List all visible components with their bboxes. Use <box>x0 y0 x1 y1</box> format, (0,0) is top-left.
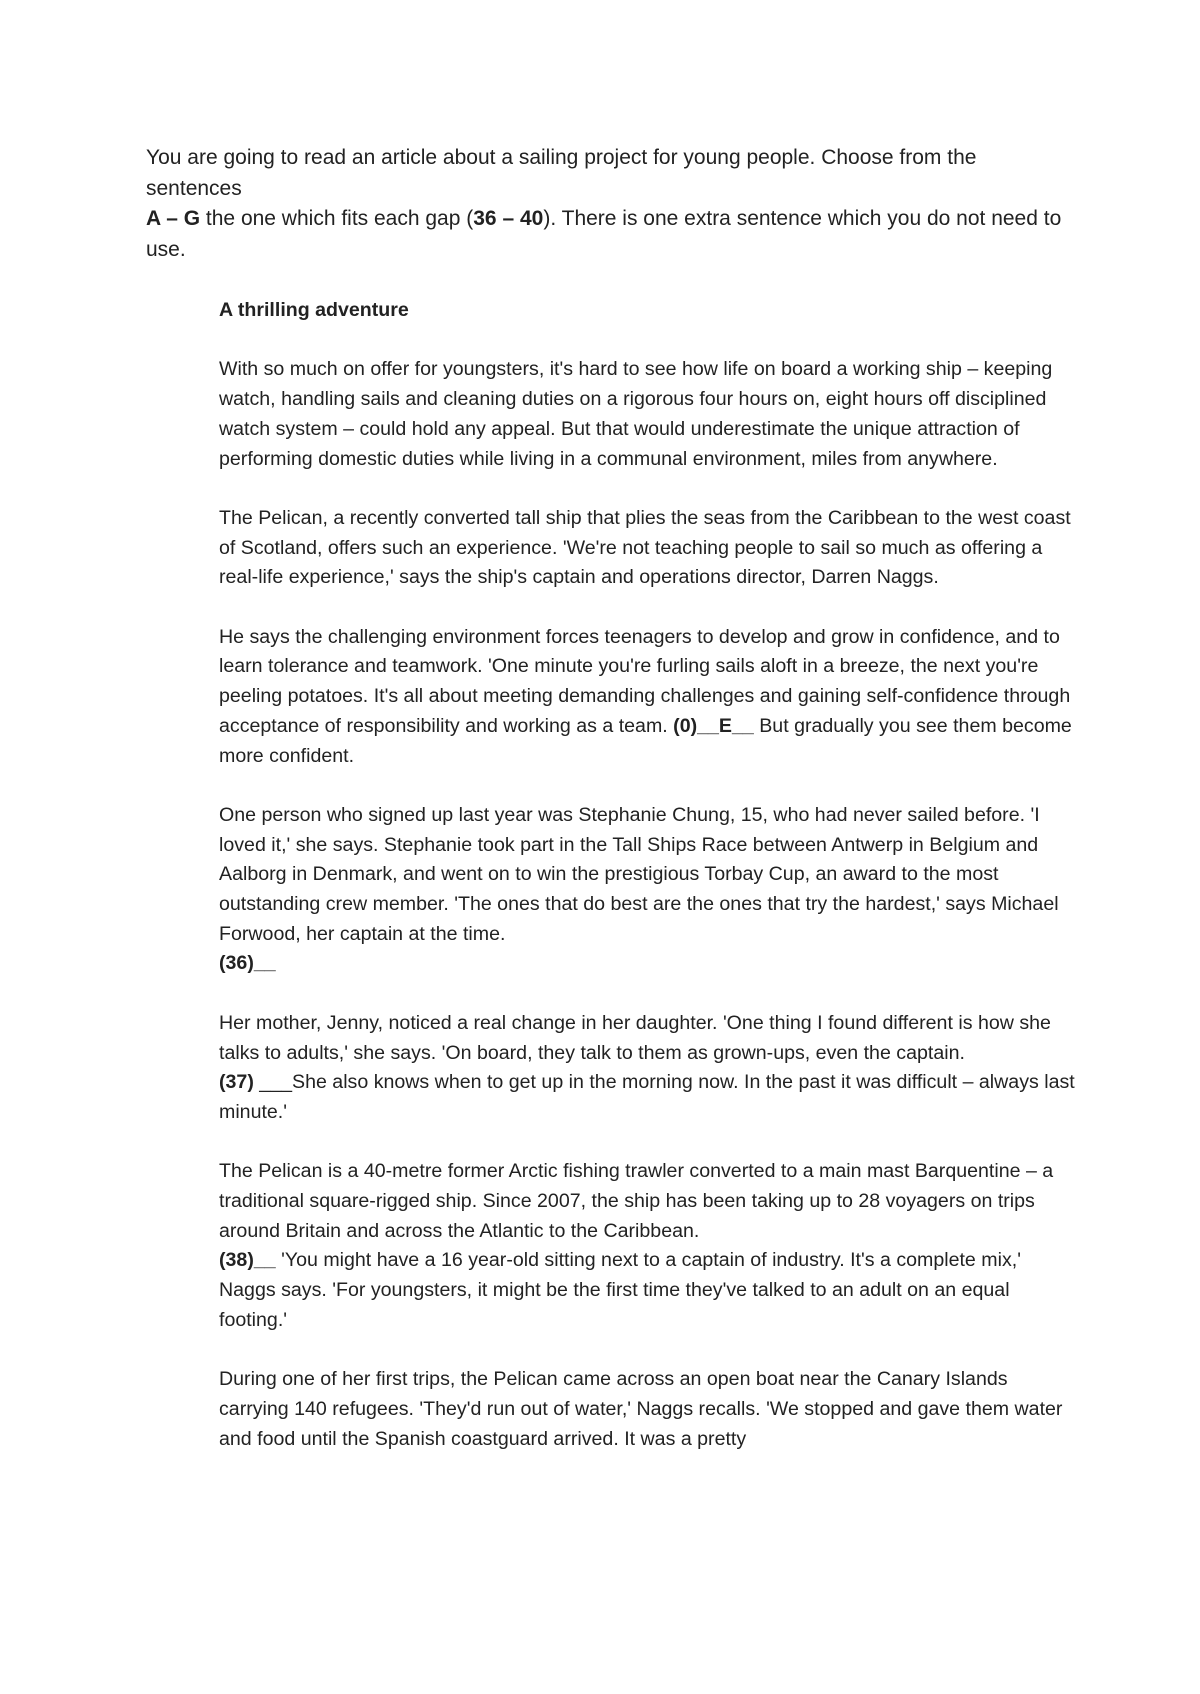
paragraph-3-after: But gradually you see them become more confident. <box>219 714 1072 767</box>
paragraph-5: Her mother, Jenny, noticed a real change in her daughter. 'One thing I found different is how she talks to adults,' she says. 'On board, they talk to them as grown-ups, even the captain. <box>219 1011 1051 1064</box>
paragraph-4 <box>219 801 1079 979</box>
article <box>219 296 1079 1484</box>
gap-36: (36)__ <box>219 952 276 975</box>
paragraph-7-after: 'You might have a 16 year-old sitting next to a captain of industry. It's a complete mix,' Naggs says. 'For youngsters, it might be the first time they've talked to an adult on an equal footing.' <box>219 1249 1021 1331</box>
paragraph-2: The Pelican, a recently converted tall ship that plies the seas from the Caribbean to the west coast of Scotland, offers such an experience. 'We're not teaching people to sail so much as offering a real-life experience,' says the ship's captain and operations director, Darren Naggs. <box>219 506 1071 589</box>
sentence-range: A – G <box>146 207 201 230</box>
task-instructions <box>146 143 1066 265</box>
instructions-mid: the one which fits each gap ( <box>200 207 474 230</box>
paragraph-3-text: He says the challenging environment forces teenagers to develop and grow in confidence, and to learn tolerance and teamwork. 'One minute you're furling sails aloft in a breeze, the next you're peeling potatoes. It's all about meeting demanding challenges and gaining self-confidence through acceptance of responsibility and working as a team. <box>219 625 1071 737</box>
paragraph-7 <box>219 1157 1079 1335</box>
gap-38: (38)__ <box>219 1249 276 1272</box>
paragraph-3 <box>219 623 1079 772</box>
gap-range: 36 – 40 <box>473 207 544 230</box>
article-title: A thrilling adventure <box>219 299 409 321</box>
paragraph-8: During one of her first trips, the Pelican came across an open boat near the Canary Islands carrying 140 refugees. 'They'd run out of water,' Naggs recalls. 'We stopped and gave them water and food until the Spanish coastguard arrived. It was a pretty <box>219 1368 1063 1450</box>
instructions-line1: You are going to read an article about a sailing project for young people. Choose from the sentences <box>146 146 977 200</box>
paragraph-7-text: The Pelican is a 40-metre former Arctic fishing trawler converted to a main mast Barquentine – a traditional square-rigged ship. Since 2007, the ship has been taking up to 28 voyagers on trips around Britain and across the Atlantic to the Caribbean. <box>219 1160 1054 1242</box>
gap-37: (37) <box>219 1071 254 1094</box>
instructions-end: ). There is one extra sentence which you do not need to use. <box>146 207 1062 261</box>
paragraph-6-text: ___She also knows when to get up in the morning now. In the past it was difficult – always last minute.' <box>219 1071 1075 1123</box>
paragraph-6 <box>219 1068 1079 1127</box>
paragraph-4-text: One person who signed up last year was Stephanie Chung, 15, who had never sailed before. 'I loved it,' she says. Stephanie took part in the Tall Ships Race between Antwerp in Belgium and Aalborg in Denmark, and went on to win the prestigious Torbay Cup, an award to the most outstanding crew member. 'The ones that do best are the ones that try the hardest,' says Michael Forwood, her captain at the time. <box>219 803 1059 945</box>
paragraph-1: With so much on offer for youngsters, it's hard to see how life on board a working ship – keeping watch, handling sails and cleaning duties on a rigorous four hours on, eight hours off disciplined watch system – could hold any appeal. But that would underestimate the unique attraction of performing domestic duties while living in a communal environment, miles from anywhere. <box>219 358 1053 470</box>
gap-0-example: (0)__E__ <box>673 714 754 737</box>
